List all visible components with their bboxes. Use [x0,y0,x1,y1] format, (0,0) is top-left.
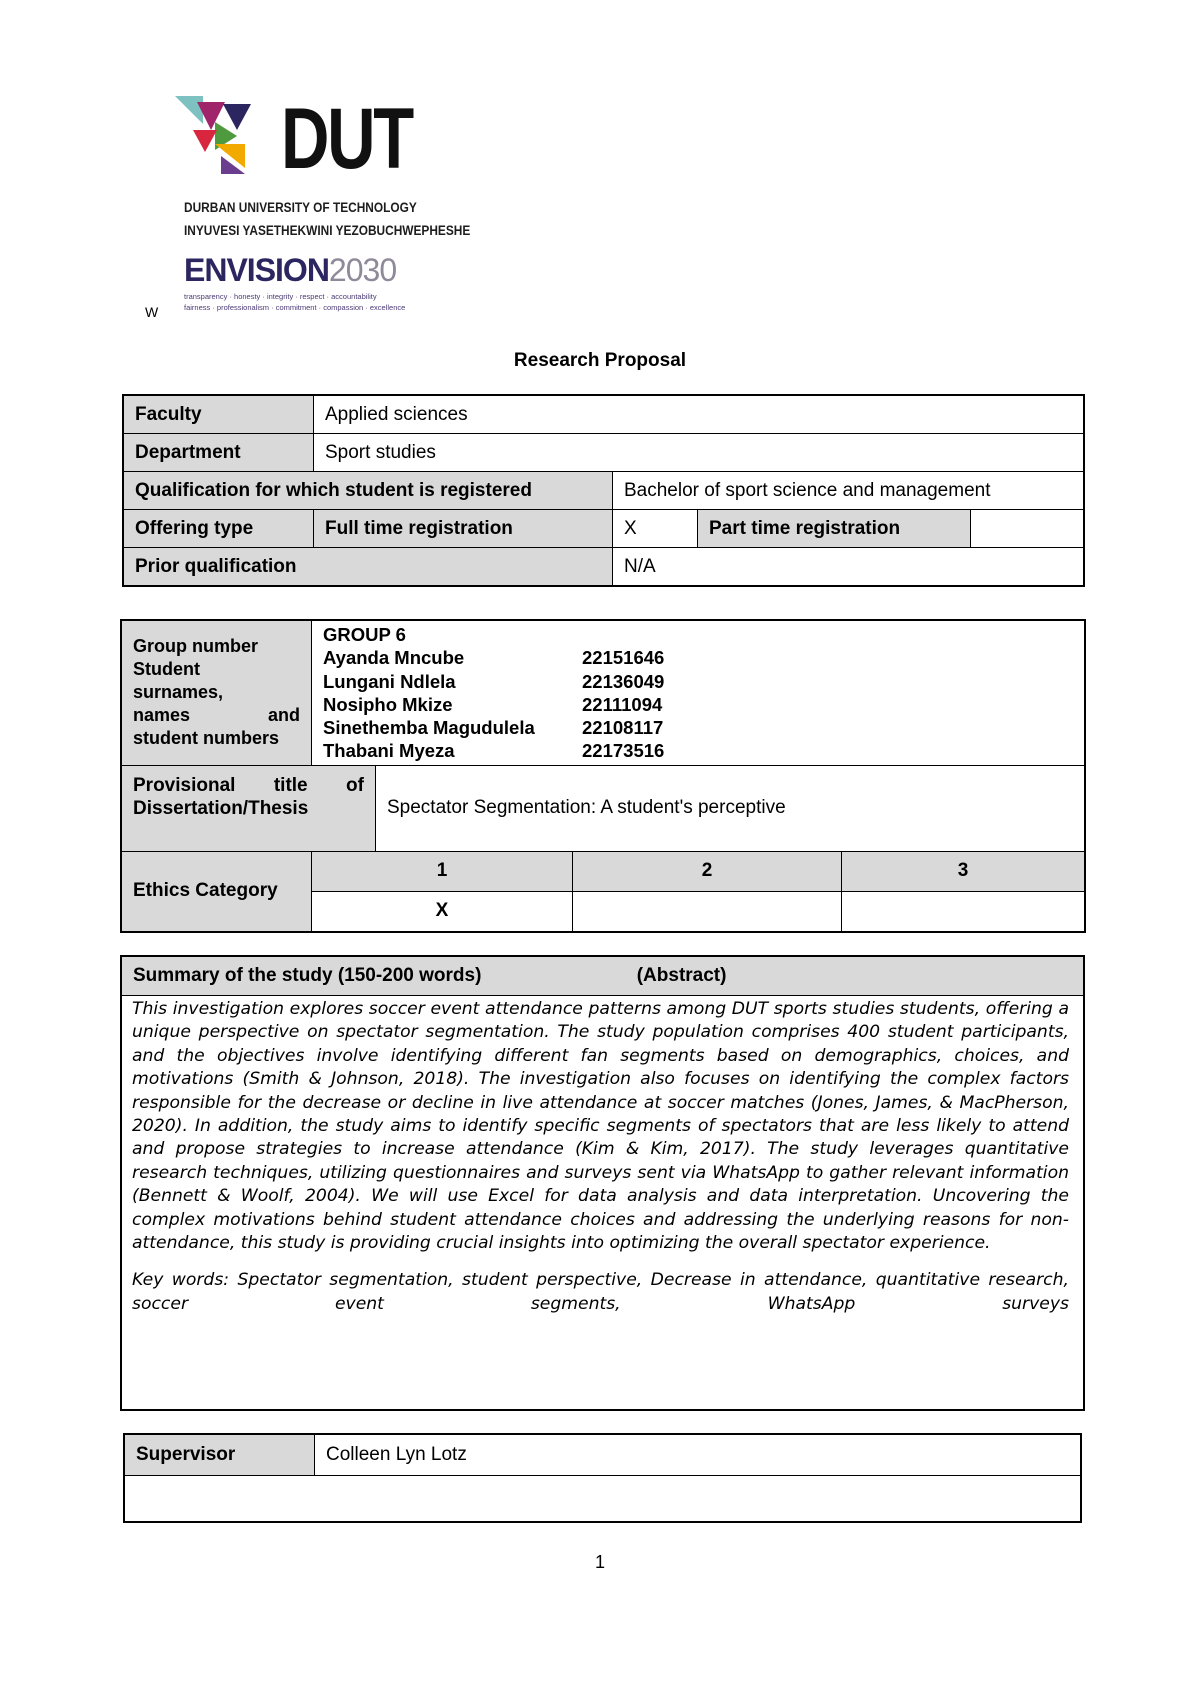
table-row [124,472,1084,510]
logo-values-line: fairness · professionalism · commitment · compassion · excellence [184,303,406,312]
page-title: Research Proposal [513,350,687,371]
member-number: 22151646 [582,647,665,669]
supervisor-table [124,1434,1081,1522]
label-word: Provisional [133,774,236,796]
member-row [323,739,1073,762]
member-name: Lungani Ndlela [323,670,456,692]
thesis-title-label [122,765,376,851]
qualification-value: Bachelor of sport science and management [613,472,1084,510]
qualification-label: Qualification for which student is registered [124,472,613,510]
group-info-table [121,620,1085,932]
part-time-mark [971,510,1084,548]
table-row [125,1476,1081,1522]
summary-label-suffix: (Abstract) [636,965,727,986]
group-name: GROUP 6 [323,624,406,645]
group-label-line: surnames, [133,682,224,703]
supervisor-value: Colleen Lyn Lotz [315,1435,1081,1476]
logo-university-name-zulu: INYUVESI YASETHEKWINI YEZOBUCHWEPHESHE [184,223,471,238]
member-row [323,670,1073,693]
faculty-info-table [123,395,1084,586]
table-row [122,957,1084,996]
member-row [323,693,1073,716]
department-label: Department [124,434,314,472]
group-label-line [133,704,300,727]
table-row [124,510,1084,548]
ethics-mark-1: X [312,891,573,931]
offering-type-label: Offering type [124,510,314,548]
summary-label-text: Summary of the study (150-200 words) [133,965,482,986]
page-number: 1 [594,1552,605,1572]
full-time-mark: X [613,510,698,548]
table-row [122,851,1085,891]
group-label-line: Student [133,659,200,680]
supervisor-extra [125,1476,1081,1522]
ethics-category-2: 2 [573,851,842,891]
envision-word: ENVISION [184,252,329,288]
table-row [124,434,1084,472]
member-number: 22136049 [582,670,665,692]
member-name: Thabani Myeza [323,740,455,762]
abstract-text: This investigation explores soccer event attendance patterns among DUT sports studies students, offering a unique perspective on spectator segmentation. The study population comprises 400 student participants, and the objectives involve identifying different fan segments based on demographics, choices, and motivations (Smith & Johnson, 2018). The investigation also focuses on identifying the complex factors responsible for the decrease or decline in live attendance at soccer matches (Jones, James, & MacPherson, 2020). In addition, the study aims to identify specific segments of spectators that are less likely to attend and propose strategies to increase attendance (Kim & Kim, 2017). The study leverages quantitative research techniques, utilizing questionnaires and surveys sent via WhatsApp to gather relevant information (Bennett & Woolf, 2004). We will use Excel for data analysis and data interpretation. Uncovering the complex motivations behind student attendance choices and addressing the underlying reasons for non-attendance, this study is providing crucial insights into optimizing the overall spectator experience. [132,999,1069,1254]
member-name: Ayanda Mncube [323,647,465,669]
label-word: names [133,705,191,726]
member-number: 22111094 [582,693,663,715]
envision-year: 2030 [328,252,397,288]
group-label-line: Group number [133,636,258,657]
summary-table [121,956,1084,1410]
member-name: Nosipho Mkize [323,693,453,715]
ethics-category-label: Ethics Category [122,851,312,931]
supervisor-label: Supervisor [125,1435,315,1476]
prior-qualification-value: N/A [613,548,1084,586]
thesis-label-line: Dissertation/Thesis [133,797,309,819]
group-label-line: student numbers [133,728,280,749]
label-word: title [273,774,308,796]
group-members-cell [312,621,1085,766]
stray-mark: W [145,304,159,320]
emblem-triangle [175,96,203,124]
member-number: 22173516 [582,740,665,762]
label-word: of [346,774,364,796]
ethics-mark-3 [842,891,1085,931]
summary-label [122,957,1084,996]
logo-dut-text: DUT [281,91,412,187]
department-value: Sport studies [314,434,1084,472]
part-time-label: Part time registration [698,510,971,548]
keywords-text: Key words: Spectator segmentation, student perspective, Decrease in attendance, quantitative research, soccer event segments, WhatsApp surveys [132,1270,1069,1314]
emblem-triangle [193,130,217,152]
logo-values-line: transparency · honesty · integrity · respect · accountability [184,292,377,301]
table-row [125,1435,1081,1476]
table-row [124,396,1084,434]
ethics-category-1: 1 [312,851,573,891]
ethics-mark-2 [573,891,842,931]
prior-qualification-label: Prior qualification [124,548,613,586]
logo-envision [184,252,396,289]
label-word: and [267,705,300,726]
thesis-label-line [133,774,364,797]
ethics-category-3: 3 [842,851,1085,891]
table-row [122,765,1085,851]
member-row [323,716,1073,739]
faculty-value: Applied sciences [314,396,1084,434]
table-row [122,996,1084,1410]
table-row [124,548,1084,586]
thesis-title-value: Spectator Segmentation: A student's perceptive [376,765,1085,851]
member-name: Sinethemba Magudulela [323,717,535,739]
full-time-label: Full time registration [314,510,613,548]
emblem-triangle [223,104,251,130]
abstract-cell [122,996,1084,1410]
group-label [122,621,312,766]
table-row [122,621,1085,766]
faculty-label: Faculty [124,396,314,434]
member-number: 22108117 [582,717,664,739]
logo-university-name: DURBAN UNIVERSITY OF TECHNOLOGY [184,200,417,215]
member-row [323,646,1073,669]
